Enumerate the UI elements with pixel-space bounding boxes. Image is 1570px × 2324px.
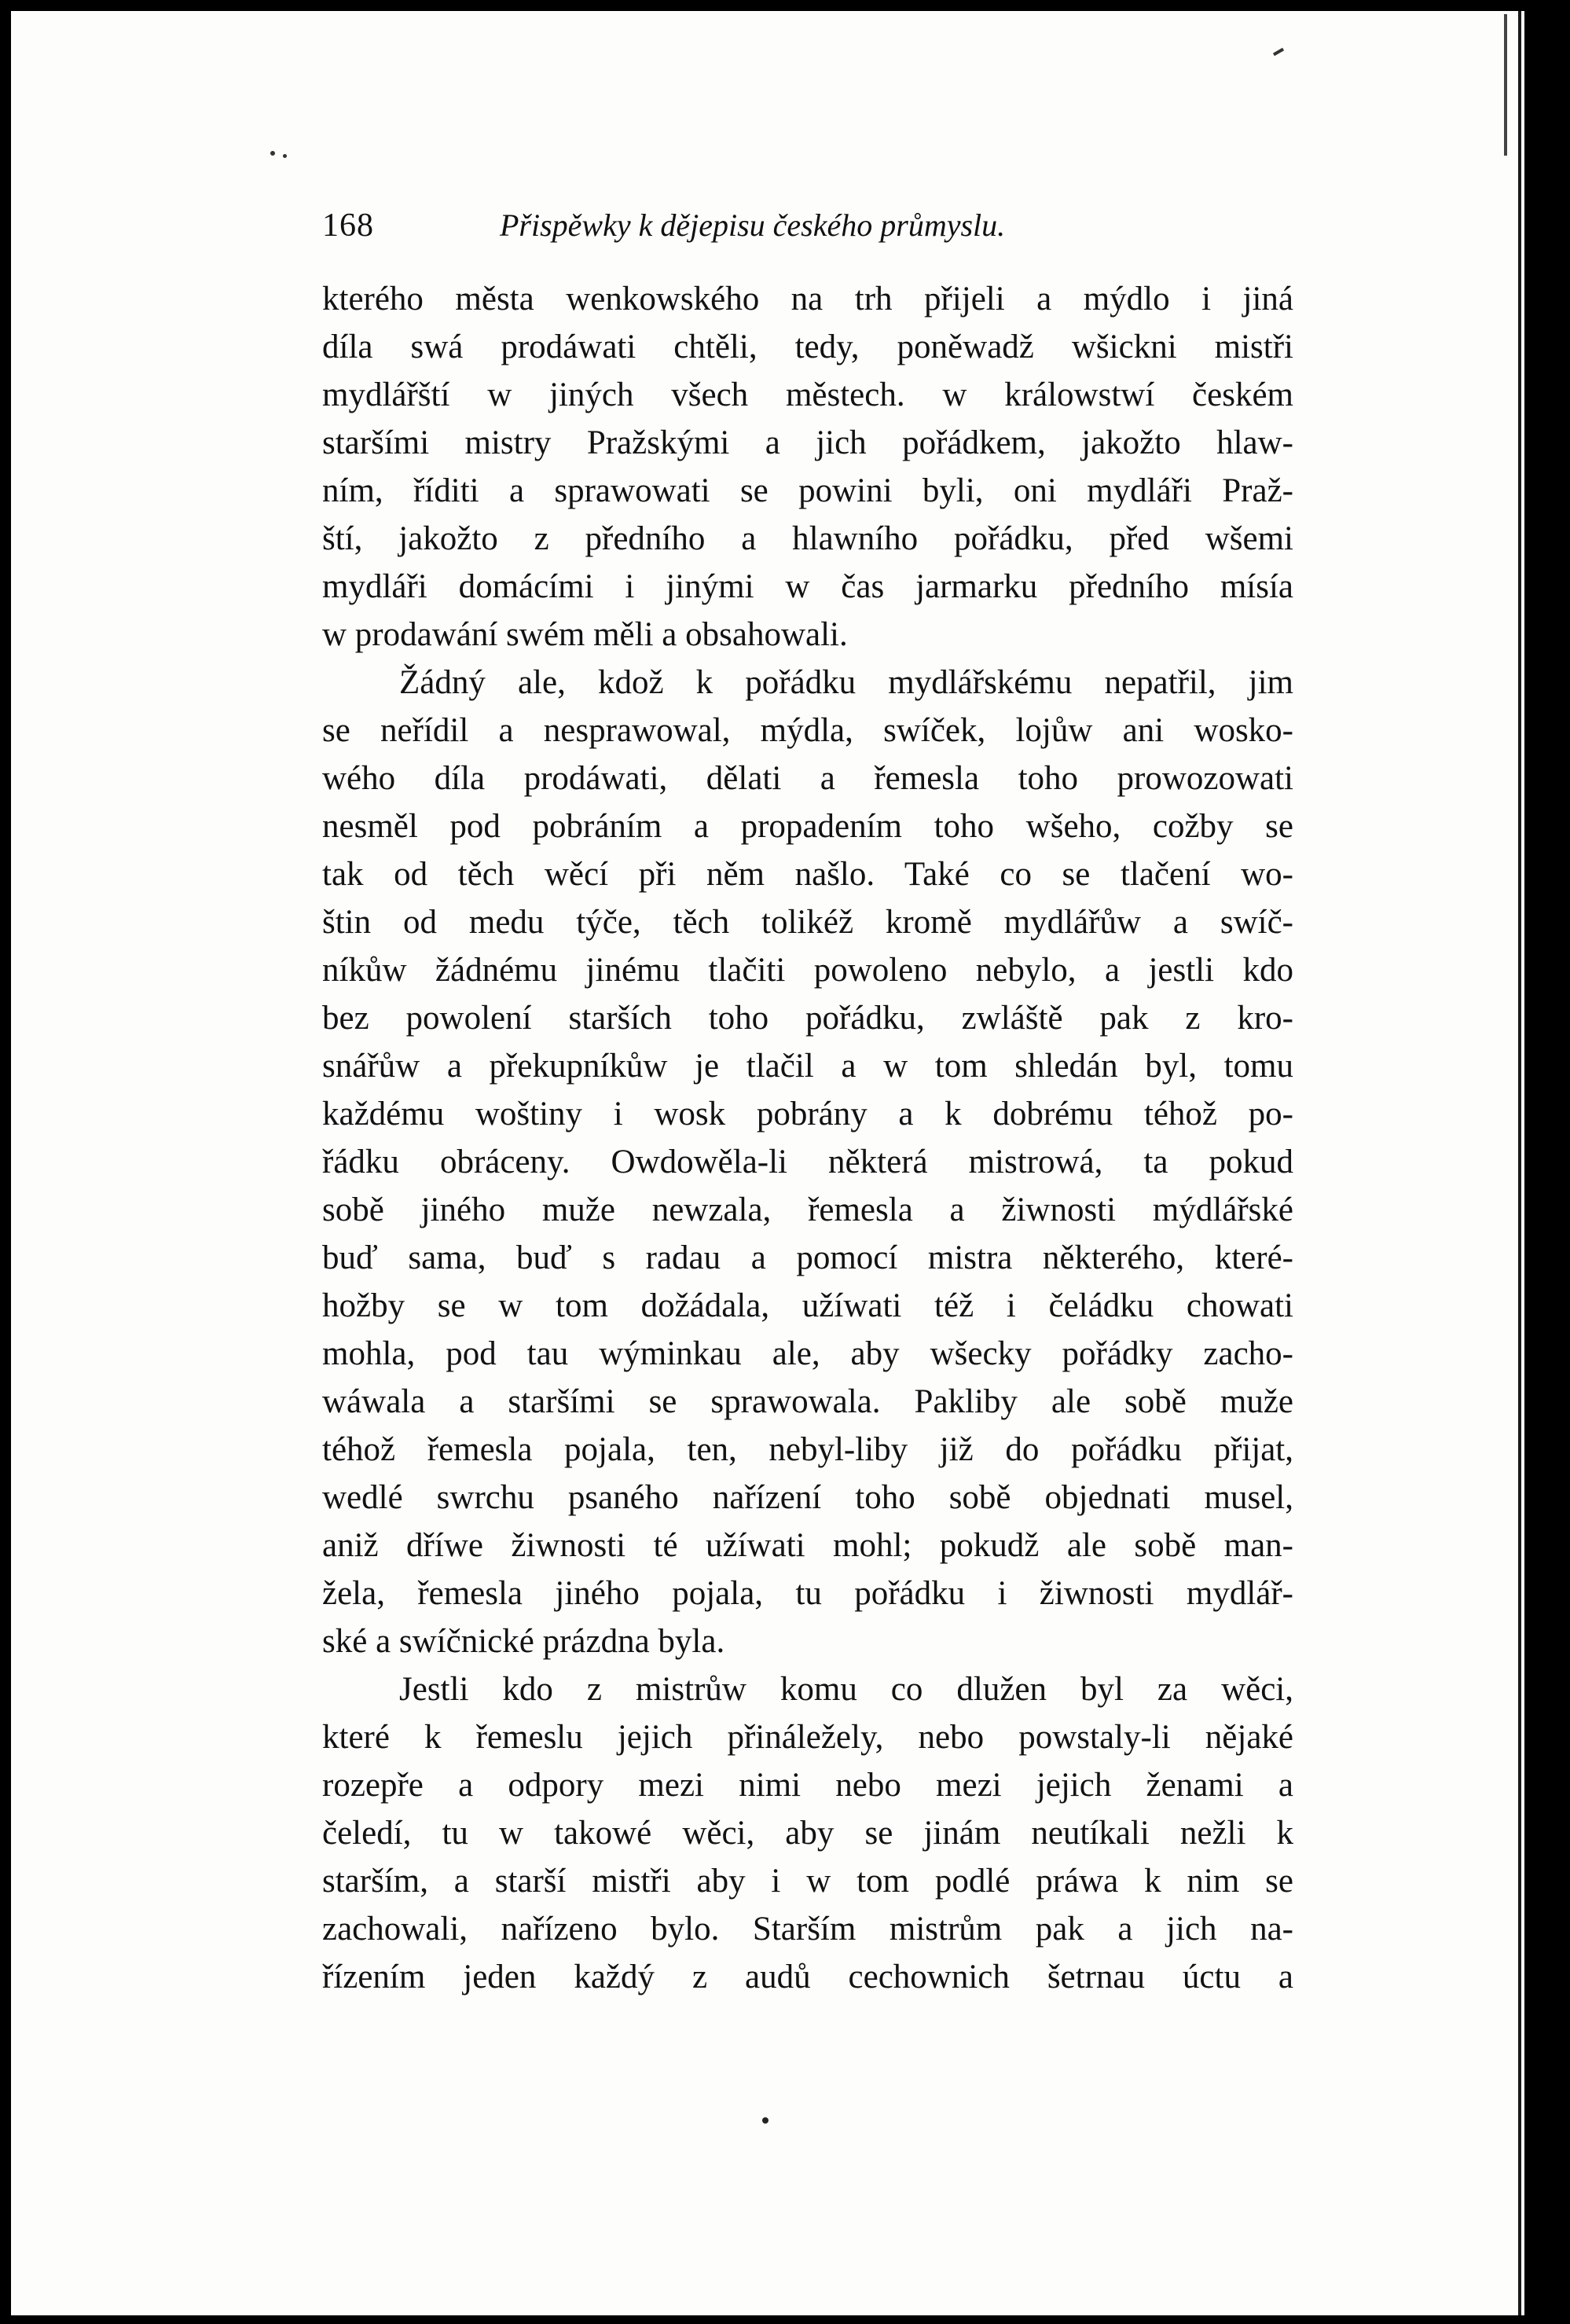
- text-line: řízením jeden každý z audů cechownich šetrnau úctu a: [322, 1959, 1293, 1995]
- text-line: staršími mistry Pražskými a jich pořádkem, jakožto hlaw-: [322, 424, 1293, 461]
- text-line: wého díla prodáwati, dělati a řemesla toho prowozowati: [322, 760, 1293, 797]
- scan-edge-top-right: [1504, 14, 1507, 156]
- running-title: Přispěwky k dějepisu českého průmyslu.: [500, 207, 1006, 243]
- text-line: mydláři domácími i jinými w čas jarmarku předního mísía: [322, 568, 1293, 605]
- text-line: hožby se w tom dožádala, užíwati též i čeládku chowati: [322, 1287, 1293, 1324]
- text-line: Žádný ale, kdož k pořádku mydlářskému nepatřil, jim: [399, 664, 1293, 701]
- text-line: nesměl pod pobráním a propadením toho wšeho, cožby se: [322, 808, 1293, 845]
- scan-edge-right: [1518, 11, 1521, 2315]
- text-line: wedlé swrchu psaného nařízení toho sobě objednati musel,: [322, 1479, 1293, 1516]
- text-line: řádku obráceny. Owdowěla-li některá mistrowá, ta pokud: [322, 1144, 1293, 1180]
- scan-mark-top-right: [1273, 48, 1284, 56]
- text-line: buď sama, buď s radau a pomocí mistra některého, které-: [322, 1239, 1293, 1276]
- text-line: aniž dříwe žiwnosti té užíwati mohl; pokudž ale sobě man-: [322, 1527, 1293, 1564]
- page-number: 168: [322, 207, 374, 244]
- text-line: bez powolení starších toho pořádku, zwláště pak z kro-: [322, 1000, 1293, 1037]
- text-line: sobě jiného muže newzala, řemesla a žiwnosti mýdlářské: [322, 1191, 1293, 1228]
- text-line: tak od těch wěcí při něm našlo. Také co se tlačení wo-: [322, 856, 1293, 893]
- text-line: rozepře a odpory mezi nimi nebo mezi jejich ženami a: [322, 1767, 1293, 1804]
- text-line: ští, jakožto z předního a hlawního pořádku, před wšemi: [322, 520, 1293, 557]
- ink-dot: [762, 2117, 768, 2124]
- text-line: zachowali, nařízeno bylo. Starším mistrům pak a jich na-: [322, 1911, 1293, 1948]
- text-line: které k řemeslu jejich přináležely, nebo powstaly-li nějaké: [322, 1719, 1293, 1756]
- text-line: kterého města wenkowského na trh přijeli a mýdlo i jiná: [322, 281, 1293, 318]
- scan-mark-top-left-2: [283, 154, 287, 158]
- body-text: [322, 275, 1293, 2001]
- text-line: ním, říditi a sprawowati se powini byli, oni mydláři Praž-: [322, 472, 1293, 509]
- page-header: [322, 198, 1309, 253]
- text-line: každému woštiny i wosk pobrány a k dobrému téhož po-: [322, 1096, 1293, 1133]
- scan-mark-top-left: [270, 151, 275, 156]
- text-line: štin od medu týče, těch tolikéž kromě mydlářůw a swíč-: [322, 904, 1293, 941]
- text-line: starším, a starší mistři aby i w tom podlé práwa k nim se: [322, 1863, 1293, 1900]
- text-line: Jestli kdo z mistrůw komu co dlužen byl za wěci,: [399, 1671, 1293, 1708]
- text-line: níkůw žádnému jinému tlačiti powoleno nebylo, a jestli kdo: [322, 952, 1293, 989]
- text-line: snářůw a překupníkůw je tlačil a w tom shledán byl, tomu: [322, 1048, 1293, 1085]
- text-line: mohla, pod tau wýminkau ale, aby wšecky pořádky zacho-: [322, 1335, 1293, 1372]
- text-line: žela, řemesla jiného pojala, tu pořádku i žiwnosti mydlář-: [322, 1575, 1293, 1612]
- text-line: čeledí, tu w takowé wěci, aby se jinám neutíkali nežli k: [322, 1815, 1293, 1852]
- text-line: díla swá prodáwati chtěli, tedy, poněwadž wšickni mistři: [322, 329, 1293, 365]
- text-line: wáwala a staršími se sprawowala. Pakliby ale sobě muže: [322, 1383, 1293, 1420]
- book-page: [11, 11, 1524, 2315]
- text-line: ské a swíčnické prázdna byla.: [322, 1623, 725, 1660]
- text-line: mydlářští w jiných všech městech. w králowstwí českém: [322, 376, 1293, 413]
- text-line: w prodawání swém měli a obsahowali.: [322, 616, 848, 653]
- text-line: se neřídil a nesprawowal, mýdla, swíček, lojůw ani wosko-: [322, 712, 1293, 749]
- text-line: téhož řemesla pojala, ten, nebyl-liby již do pořádku přijat,: [322, 1431, 1293, 1468]
